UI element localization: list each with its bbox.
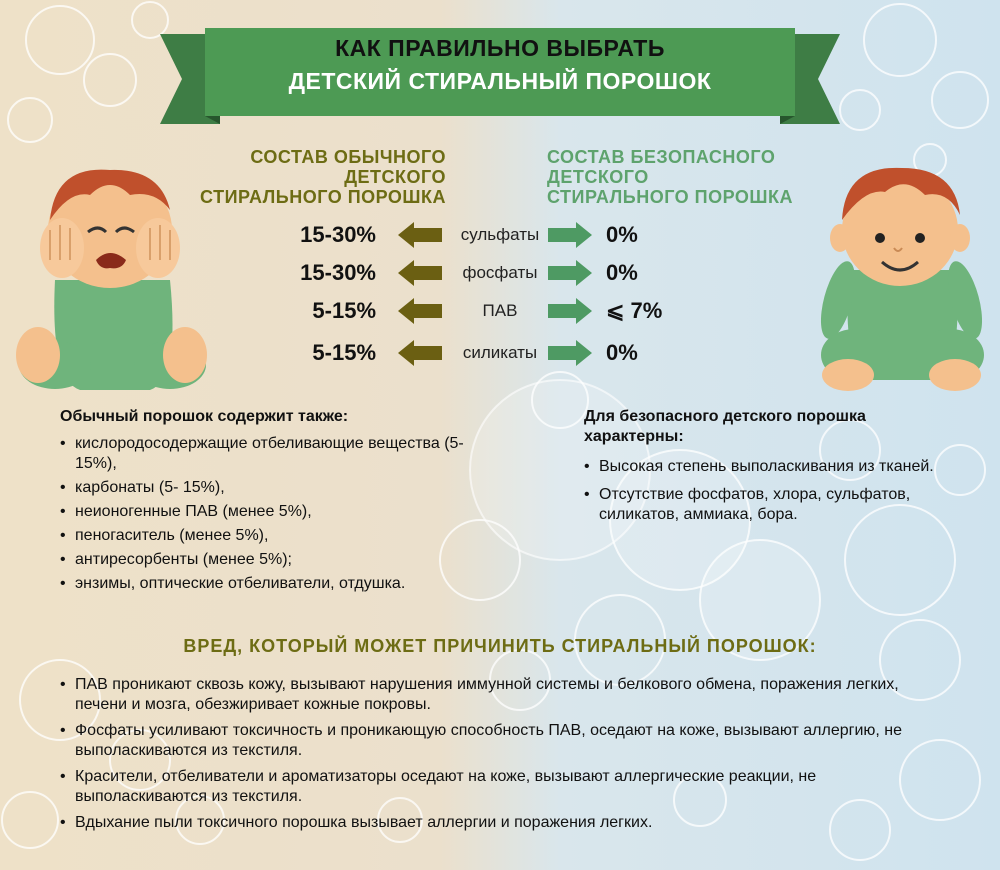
right-arrow-icon [548, 298, 592, 324]
component-surfactants: ПАВ [482, 301, 518, 320]
list-item: • карбонаты (5- 15%), [60, 478, 480, 498]
harm-list [60, 675, 940, 833]
happy-baby-illustration [810, 160, 990, 400]
right-arrow-icon [548, 340, 592, 366]
crying-baby-illustration [10, 160, 210, 400]
safe-value-silicates: 0% [606, 340, 638, 365]
list-item: • антиресорбенты (менее 5%); [60, 550, 480, 570]
left-arrow-icon [398, 298, 442, 324]
left-arrow-icon [398, 260, 442, 286]
regular-value-phosphates: 15-30% [300, 260, 376, 285]
regular-value-silicates: 5-15% [312, 340, 376, 365]
title-line-2: ДЕТСКИЙ СТИРАЛЬНЫЙ ПОРОШОК [288, 68, 712, 94]
safe-extra-list [584, 457, 964, 525]
list-item: • Отсутствие фосфатов, хлора, сульфатов, силикатов, аммиака, бора. [584, 485, 964, 525]
component-sulfates: сульфаты [460, 225, 540, 244]
list-item: • Высокая степень выполаскивания из тканей. [584, 457, 964, 477]
title-line-1: КАК ПРАВИЛЬНО ВЫБРАТЬ [335, 35, 665, 61]
component-silicates: силикаты [462, 343, 538, 362]
harm-title: ВРЕД, КОТОРЫЙ МОЖЕТ ПРИЧИНИТЬ СТИРАЛЬНЫЙ ПОРОШОК: [183, 636, 817, 656]
safe-value-surfactants: ⩽ 7% [606, 298, 663, 323]
left-arrow-icon [398, 340, 442, 366]
regular-value-surfactants: 5-15% [312, 298, 376, 323]
regular-powder-header: СОСТАВ ОБЫЧНОГО ДЕТСКОГО СТИРАЛЬНОГО ПОРОШКА [200, 147, 446, 207]
list-item: • Красители, отбеливатели и ароматизаторы оседают на коже, вызывают аллергические реакции, не выполаскиваются из текстиля. [60, 767, 940, 807]
right-arrow-icon [548, 222, 592, 248]
list-item: • кислородосодержащие отбеливающие вещества (5- 15%), [60, 434, 480, 474]
right-arrow-icon [548, 260, 592, 286]
regular-extra-title: Обычный порошок содержит также: [60, 408, 349, 425]
list-item: • Вдыхание пыли токсичного порошка вызывает аллергии и поражения легких. [60, 813, 940, 833]
list-item: • пеногаситель (менее 5%), [60, 526, 480, 546]
list-item: • неионогенные ПАВ (менее 5%), [60, 502, 480, 522]
left-arrow-icon [398, 222, 442, 248]
regular-value-sulfates: 15-30% [300, 222, 376, 247]
list-item: • Фосфаты усиливают токсичность и проникающую способность ПАВ, оседают на коже, вызывают аллергию, не выполаскиваются из текстиля. [60, 721, 940, 761]
page-title [230, 32, 770, 98]
list-item: • энзимы, оптические отбеливатели, отдушка. [60, 574, 480, 594]
component-phosphates: фосфаты [462, 263, 538, 282]
safe-extra-title: Для безопасного детского порошка характерны: [584, 408, 866, 445]
list-item: • ПАВ проникают сквозь кожу, вызывают нарушения иммунной системы и белкового обмена, поражения легких, печени и мозга, обезжиривает кожные покровы. [60, 675, 940, 715]
safe-value-phosphates: 0% [606, 260, 638, 285]
safe-value-sulfates: 0% [606, 222, 638, 247]
safe-powder-header: СОСТАВ БЕЗОПАСНОГО ДЕТСКОГО СТИРАЛЬНОГО ПОРОШКА [547, 147, 793, 207]
regular-extra-list [60, 434, 480, 594]
